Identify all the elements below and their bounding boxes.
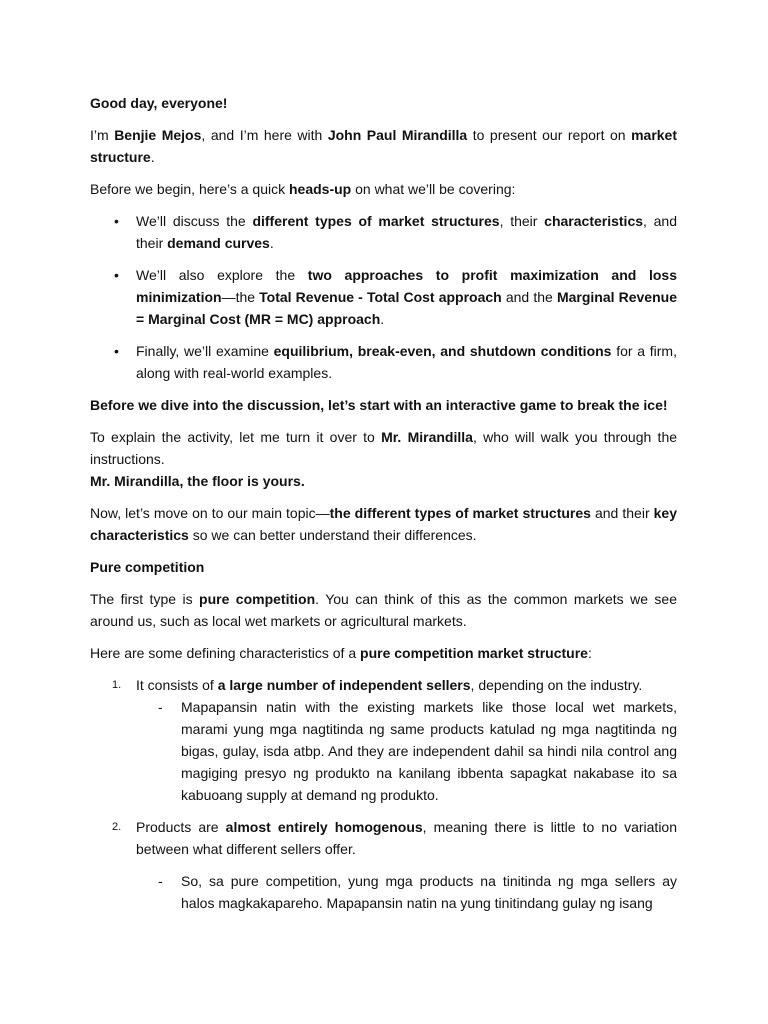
item-number: 2.: [112, 821, 122, 833]
icebreaker-paragraph: Before we dive into the discussion, let’s start with an interactive game to break the ice!: [90, 397, 668, 413]
dash-marker: -: [158, 699, 163, 715]
dash-marker: -: [158, 873, 163, 889]
numbered-item: 2. Products are almost entirely homogenous, meaning there is little to no variation between what different sellers offer. - So, sa pure competition, yung mga products na tinitinda ng mga sellers ay halos magkakapareho. Mapapansin natin na yung tinitindang gulay ng isang: [90, 816, 677, 914]
floor-paragraph: Mr. Mirandilla, the floor is yours.: [90, 473, 305, 489]
bullet-item: • We’ll also explore the two approaches to profit maximization and loss minimization—the Total Revenue - Total Cost approach and the Marginal Revenue = Marginal Cost (MR = MC) approach.: [90, 264, 677, 330]
main-topic-paragraph: Now, let’s move on to our main topic—the different types of market structures and their key characteristics so we can better understand their differences.: [90, 505, 677, 543]
defining-paragraph: Here are some defining characteristics of a pure competition market structure:: [90, 645, 592, 661]
section-heading: Pure competition: [90, 559, 205, 575]
sub-item: - Mapapansin natin with the existing markets like those local wet markets, marami yung mga nagtitinda ng same products katulad ng mga nagtitinda ng bigas, gulay, isda atbp. And they are independent dahil sa hindi nila control ang magiging presyo ng produkto na kanilang ibbenta sapagkat nakabase ito sa kabuoang supply at demand ng produkto.: [136, 696, 677, 806]
item-number: 1.: [112, 679, 122, 691]
first-type-paragraph: The first type is pure competition. You can think of this as the common markets we see around us, such as local wet markets or agricultural markets.: [90, 591, 678, 629]
intro-paragraph: I’m Benjie Mejos, and I’m here with John Paul Mirandilla to present our report on market structure.: [90, 127, 677, 165]
document-page: [90, 92, 677, 924]
overview-bullet-list: [90, 210, 677, 384]
sub-item: - So, sa pure competition, yung mga products na tinitinda ng mga sellers ay halos magkakapareho. Mapapansin natin na yung tinitindang gulay ng isang: [136, 870, 677, 914]
bullet-item: • We’ll discuss the different types of market structures, their characteristics, and their demand curves.: [90, 210, 677, 254]
bullet-marker: •: [114, 213, 119, 229]
headsup-paragraph: Before we begin, here’s a quick heads-up on what we’ll be covering:: [90, 181, 516, 197]
greeting: Good day, everyone!: [90, 95, 228, 111]
bullet-marker: •: [114, 267, 119, 283]
characteristics-numbered-list: [90, 674, 677, 914]
explain-paragraph: To explain the activity, let me turn it over to Mr. Mirandilla, who will walk you through the instructions.: [90, 429, 678, 467]
numbered-item: 1. It consists of a large number of independent sellers, depending on the industry. - Mapapansin natin with the existing markets like those local wet markets, marami yung mga nagtitinda ng same products katulad ng mga nagtitinda ng bigas, gulay, isda atbp. And they are independent dahil sa hindi nila control ang magiging presyo ng produkto na kanilang ibbenta sapagkat nakabase ito sa kabuoang supply at demand ng produkto.: [90, 674, 677, 806]
bullet-marker: •: [114, 343, 119, 359]
bullet-item: • Finally, we’ll examine equilibrium, break-even, and shutdown conditions for a firm, along with real-world examples.: [90, 340, 677, 384]
